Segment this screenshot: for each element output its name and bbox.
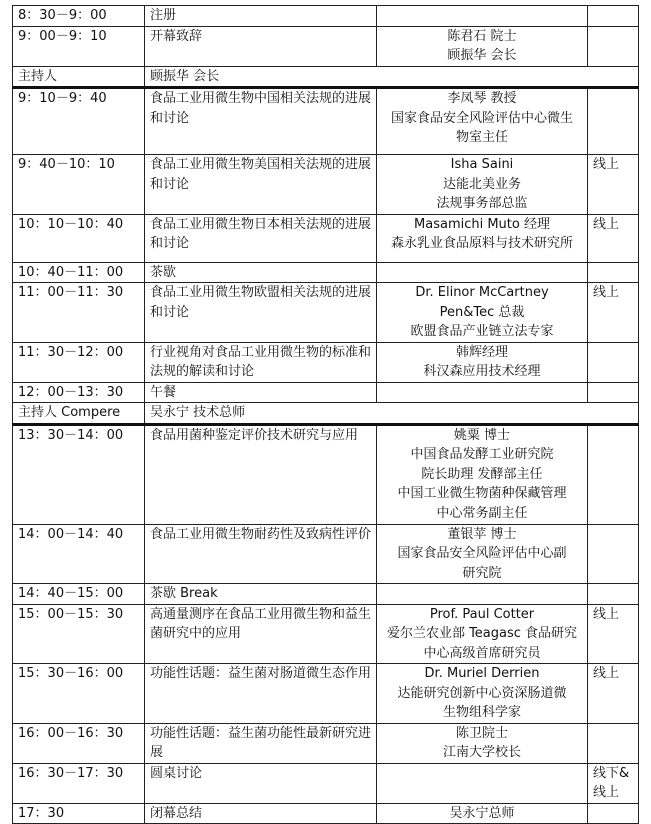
time-cell: 17：30 <box>13 803 145 824</box>
time-cell: 10：10－10：40 <box>13 214 145 262</box>
speaker-line: 法规事务部总监 <box>436 196 528 211</box>
speaker-line: 研究院 <box>462 565 502 581</box>
speaker-line: 姚粟 博士 <box>453 427 511 443</box>
topic-cell: 功能性话题：益生菌对肠道微生态作用 <box>145 664 377 724</box>
time-cell: 16：00－16：30 <box>13 723 145 763</box>
agenda-row <box>13 342 639 382</box>
speaker-line: 生物组科学家 <box>442 705 521 720</box>
time-cell: 12：00－13：30 <box>13 382 145 403</box>
speaker-cell <box>377 604 588 664</box>
topic-cell: 食品工业用微生物中国相关法规的进展和讨论 <box>145 88 377 155</box>
mode-cell <box>588 803 639 824</box>
host-row <box>13 66 639 88</box>
agenda-row <box>13 26 639 66</box>
speaker-line: 国家食品安全风险评估中心微生 <box>390 110 573 126</box>
speaker-line: 中国食品发酵工业研究院 <box>410 447 554 462</box>
topic-cell: 食品工业用微生物日本相关法规的进展和讨论 <box>145 214 377 262</box>
agenda-row <box>13 214 639 262</box>
mode-cell: 线上 <box>588 214 639 262</box>
agenda-row <box>13 6 639 27</box>
speaker-cell <box>377 342 588 382</box>
speaker-line: 达能北美业务 <box>442 176 521 192</box>
mode-cell: 线下&线上 <box>588 763 639 803</box>
topic-cell: 高通量测序在食品工业用微生物和益生菌研究中的应用 <box>145 604 377 664</box>
speaker-line: 吴永宁总师 <box>449 805 515 821</box>
speaker-cell <box>377 262 588 283</box>
mode-cell: 线上 <box>588 604 639 664</box>
time-cell: 10：40－11：00 <box>13 262 145 283</box>
speaker-line: 森永乳业食品原料与技术研究所 <box>390 236 573 251</box>
topic-cell: 行业视角对食品工业用微生物的标准和法规的解读和讨论 <box>145 342 377 382</box>
agenda-row <box>13 382 639 403</box>
speaker-cell <box>377 524 588 584</box>
agenda-row <box>13 524 639 584</box>
speaker-line: 江南大学校长 <box>442 745 521 760</box>
speaker-line: 欧盟食品产业链立法专家 <box>410 324 554 339</box>
agenda-row <box>13 424 639 524</box>
topic-cell: 食品工业用微生物美国相关法规的进展和讨论 <box>145 155 377 215</box>
mode-cell <box>588 342 639 382</box>
topic-cell: 闭幕总结 <box>145 803 377 824</box>
speaker-cell <box>377 26 588 66</box>
mode-cell <box>588 6 639 27</box>
speaker-line: Masamichi Muto 经理 <box>414 216 550 232</box>
speaker-line: 达能研究创新中心资深肠道微 <box>397 685 567 701</box>
time-cell: 9：00－9：10 <box>13 26 145 66</box>
mode-cell: 线上 <box>588 664 639 724</box>
speaker-line: 李凤琴 教授 <box>447 91 517 106</box>
topic-cell: 圆桌讨论 <box>145 763 377 803</box>
mode-cell: 线上 <box>588 155 639 215</box>
topic-cell: 功能性话题：益生菌功能性最新研究进展 <box>145 723 377 763</box>
topic-cell: 注册 <box>145 6 377 27</box>
speaker-line: Prof. Paul Cotter <box>429 606 535 622</box>
time-cell: 9：40－10：10 <box>13 155 145 215</box>
speaker-line: 中国工业微生物菌种保藏管理 <box>397 486 567 501</box>
agenda-document <box>12 5 638 824</box>
speaker-cell <box>377 6 588 27</box>
agenda-row <box>13 664 639 724</box>
mode-cell <box>588 723 639 763</box>
topic-cell: 午餐 <box>145 382 377 403</box>
host-label: 主持人 <box>13 66 145 88</box>
mode-cell <box>588 88 639 155</box>
speaker-cell <box>377 155 588 215</box>
topic-cell: 茶歇 <box>145 262 377 283</box>
time-cell: 11：00－11：30 <box>13 283 145 343</box>
speaker-cell <box>377 664 588 724</box>
speaker-line: 中心常务副主任 <box>436 505 528 521</box>
speaker-line: 院长助理 发酵部主任 <box>421 466 543 482</box>
agenda-row <box>13 763 639 803</box>
speaker-line: 国家食品安全风险评估中心副 <box>397 546 567 561</box>
speaker-cell <box>377 763 588 803</box>
speaker-cell <box>377 424 588 524</box>
agenda-table <box>12 5 639 824</box>
mode-cell <box>588 424 639 524</box>
time-cell: 11：30－12：00 <box>13 342 145 382</box>
agenda-row <box>13 604 639 664</box>
time-cell: 15：30－16：00 <box>13 664 145 724</box>
host-label: 主持人 Compere <box>13 403 145 425</box>
speaker-line: 董银苹 博士 <box>447 526 517 542</box>
speaker-line: Pen&Tec 总裁 <box>439 304 525 320</box>
speaker-line: 中心高级首席研究员 <box>423 645 541 661</box>
host-row <box>13 403 639 425</box>
time-cell: 9：10－9：40 <box>13 88 145 155</box>
topic-cell: 食品用菌种鉴定评价技术研究与应用 <box>145 424 377 524</box>
speaker-cell <box>377 584 588 605</box>
speaker-cell <box>377 803 588 824</box>
speaker-cell <box>377 382 588 403</box>
time-cell: 16：30－17：30 <box>13 763 145 803</box>
speaker-line: Dr. Elinor McCartney <box>415 285 549 300</box>
speaker-line: 韩辉经理 <box>455 344 508 360</box>
speaker-cell <box>377 214 588 262</box>
mode-cell <box>588 262 639 283</box>
mode-cell <box>588 524 639 584</box>
time-cell: 14：40－15：00 <box>13 584 145 605</box>
speaker-line: 爱尔兰农业部 Teagasc 食品研究 <box>386 626 578 641</box>
speaker-cell <box>377 88 588 155</box>
mode-cell: 线上 <box>588 283 639 343</box>
time-cell: 14：00－14：40 <box>13 524 145 584</box>
mode-cell <box>588 584 639 605</box>
speaker-line: 科汉森应用技术经理 <box>423 364 541 379</box>
agenda-row <box>13 155 639 215</box>
time-cell: 13：30－14：00 <box>13 424 145 524</box>
host-name: 顾振华 会长 <box>145 66 639 88</box>
speaker-line: Isha Saini <box>450 157 514 172</box>
time-cell: 15：00－15：30 <box>13 604 145 664</box>
speaker-line: 顾振华 会长 <box>447 48 517 63</box>
topic-cell: 茶歇 Break <box>145 584 377 605</box>
topic-cell: 开幕致辞 <box>145 26 377 66</box>
agenda-row <box>13 88 639 155</box>
speaker-line: 物室主任 <box>455 130 508 145</box>
speaker-line: 陈君石 院士 <box>447 28 517 44</box>
speaker-cell <box>377 723 588 763</box>
agenda-row <box>13 283 639 343</box>
mode-cell <box>588 382 639 403</box>
time-cell: 8：30－9：00 <box>13 6 145 27</box>
mode-cell <box>588 26 639 66</box>
agenda-row <box>13 262 639 283</box>
agenda-row <box>13 803 639 824</box>
speaker-cell <box>377 283 588 343</box>
host-name: 吴永宁 技术总师 <box>145 403 639 425</box>
agenda-row <box>13 723 639 763</box>
speaker-line: Dr. Muriel Derrien <box>424 666 540 681</box>
speaker-line: 陈卫院士 <box>455 725 508 741</box>
topic-cell: 食品工业用微生物耐药性及致病性评价 <box>145 524 377 584</box>
agenda-row <box>13 584 639 605</box>
topic-cell: 食品工业用微生物欧盟相关法规的进展和讨论 <box>145 283 377 343</box>
